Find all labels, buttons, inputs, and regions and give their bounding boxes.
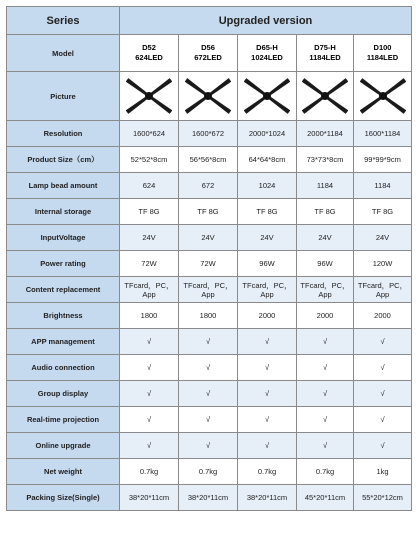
model-cell bbox=[179, 35, 238, 72]
spec-value: 2000 bbox=[297, 303, 354, 329]
spec-value: TFcard，PC，App bbox=[179, 277, 238, 303]
model-cell bbox=[354, 35, 412, 72]
model-name: D75-H bbox=[314, 43, 336, 52]
spec-row-label: Group display bbox=[7, 381, 120, 407]
spec-value: √ bbox=[354, 329, 412, 355]
upgraded-version-header: Upgraded version bbox=[120, 7, 412, 35]
spec-value: 0.7kg bbox=[238, 459, 297, 485]
spec-value: TF 8G bbox=[179, 199, 238, 225]
spec-value: √ bbox=[297, 355, 354, 381]
spec-value: 672 bbox=[179, 173, 238, 199]
model-leds: 1024LED bbox=[251, 53, 283, 62]
spec-value: 624 bbox=[120, 173, 179, 199]
spec-row bbox=[7, 251, 412, 277]
spec-value: 2000 bbox=[354, 303, 412, 329]
spec-row bbox=[7, 407, 412, 433]
spec-value: TF 8G bbox=[297, 199, 354, 225]
spec-row-label: Internal storage bbox=[7, 199, 120, 225]
spec-value: 2000*1024 bbox=[238, 121, 297, 147]
spec-table-container bbox=[6, 6, 411, 511]
spec-row-label: Power rating bbox=[7, 251, 120, 277]
spec-value: 56*56*8cm bbox=[179, 147, 238, 173]
spec-value: 96W bbox=[297, 251, 354, 277]
spec-value: 0.7kg bbox=[179, 459, 238, 485]
spec-value: 1184 bbox=[354, 173, 412, 199]
hologram-fan-icon bbox=[302, 76, 348, 116]
spec-row bbox=[7, 147, 412, 173]
spec-row-label: Net weight bbox=[7, 459, 120, 485]
hologram-fan-icon bbox=[126, 76, 172, 116]
fan-hub bbox=[145, 92, 153, 100]
spec-value: 24V bbox=[120, 225, 179, 251]
hologram-fan-icon bbox=[185, 76, 231, 116]
spec-value: 1024 bbox=[238, 173, 297, 199]
spec-value: 73*73*8cm bbox=[297, 147, 354, 173]
spec-value: √ bbox=[120, 433, 179, 459]
spec-value: √ bbox=[297, 433, 354, 459]
fan-hub bbox=[204, 92, 212, 100]
spec-value: √ bbox=[120, 355, 179, 381]
picture-label: Picture bbox=[7, 72, 120, 121]
spec-value: √ bbox=[179, 407, 238, 433]
spec-value: √ bbox=[354, 355, 412, 381]
hologram-fan-icon bbox=[360, 76, 406, 116]
spec-value: 0.7kg bbox=[297, 459, 354, 485]
spec-value: 0.7kg bbox=[120, 459, 179, 485]
spec-value: √ bbox=[238, 355, 297, 381]
spec-value: TFcard，PC，App bbox=[238, 277, 297, 303]
spec-value: 99*99*9cm bbox=[354, 147, 412, 173]
spec-row-label: Audio connection bbox=[7, 355, 120, 381]
spec-row-label: Brightness bbox=[7, 303, 120, 329]
spec-value: TF 8G bbox=[120, 199, 179, 225]
spec-row bbox=[7, 459, 412, 485]
spec-row-label: Content replacement bbox=[7, 277, 120, 303]
spec-value: √ bbox=[238, 381, 297, 407]
spec-row-label: Lamp bead amount bbox=[7, 173, 120, 199]
spec-row bbox=[7, 303, 412, 329]
model-leds: 672LED bbox=[194, 53, 222, 62]
spec-value: √ bbox=[354, 381, 412, 407]
spec-value: TFcard，PC，App bbox=[297, 277, 354, 303]
spec-value: √ bbox=[179, 329, 238, 355]
spec-row bbox=[7, 355, 412, 381]
spec-value: √ bbox=[297, 381, 354, 407]
spec-value: 24V bbox=[238, 225, 297, 251]
model-leds: 624LED bbox=[135, 53, 163, 62]
model-leds: 1184LED bbox=[309, 53, 341, 62]
spec-row-label: Real-time projection bbox=[7, 407, 120, 433]
spec-value: √ bbox=[120, 381, 179, 407]
product-picture bbox=[238, 72, 297, 121]
spec-value: 55*20*12cm bbox=[354, 485, 412, 511]
spec-value: 64*64*8cm bbox=[238, 147, 297, 173]
spec-row bbox=[7, 485, 412, 511]
series-header: Series bbox=[7, 7, 120, 35]
spec-value: √ bbox=[179, 355, 238, 381]
spec-row bbox=[7, 225, 412, 251]
product-picture bbox=[179, 72, 238, 121]
spec-row bbox=[7, 121, 412, 147]
model-name: D56 bbox=[201, 43, 215, 52]
spec-value: 38*20*11cm bbox=[120, 485, 179, 511]
spec-row-label: Resolution bbox=[7, 121, 120, 147]
spec-value: √ bbox=[179, 433, 238, 459]
hologram-fan-icon bbox=[244, 76, 290, 116]
spec-value: √ bbox=[120, 407, 179, 433]
spec-value: 1800 bbox=[179, 303, 238, 329]
spec-value: √ bbox=[238, 329, 297, 355]
spec-value: TFcard，PC，App bbox=[354, 277, 412, 303]
spec-value: 24V bbox=[354, 225, 412, 251]
spec-value: √ bbox=[179, 381, 238, 407]
product-picture bbox=[120, 72, 179, 121]
spec-value: 38*20*11cm bbox=[238, 485, 297, 511]
spec-row bbox=[7, 199, 412, 225]
fan-hub bbox=[321, 92, 329, 100]
spec-value: 1600*672 bbox=[179, 121, 238, 147]
spec-value: 2000*1184 bbox=[297, 121, 354, 147]
spec-value: 1kg bbox=[354, 459, 412, 485]
spec-value: √ bbox=[238, 407, 297, 433]
spec-row bbox=[7, 277, 412, 303]
spec-value: √ bbox=[120, 329, 179, 355]
spec-value: 1800 bbox=[120, 303, 179, 329]
model-name: D52 bbox=[142, 43, 156, 52]
model-name: D100 bbox=[373, 43, 392, 52]
model-cell bbox=[297, 35, 354, 72]
spec-row bbox=[7, 381, 412, 407]
spec-value: 38*20*11cm bbox=[179, 485, 238, 511]
fan-hub bbox=[263, 92, 271, 100]
model-label: Model bbox=[7, 35, 120, 72]
fan-hub bbox=[379, 92, 387, 100]
spec-value: 1600*624 bbox=[120, 121, 179, 147]
spec-row bbox=[7, 433, 412, 459]
spec-row-label: APP management bbox=[7, 329, 120, 355]
spec-value: 45*20*11cm bbox=[297, 485, 354, 511]
spec-value: √ bbox=[354, 433, 412, 459]
spec-row bbox=[7, 173, 412, 199]
spec-value: 96W bbox=[238, 251, 297, 277]
spec-value: 52*52*8cm bbox=[120, 147, 179, 173]
spec-value: 24V bbox=[179, 225, 238, 251]
spec-value: √ bbox=[238, 433, 297, 459]
spec-value: √ bbox=[297, 329, 354, 355]
spec-value: 1600*1184 bbox=[354, 121, 412, 147]
model-leds: 1184LED bbox=[366, 53, 399, 62]
spec-value: 72W bbox=[120, 251, 179, 277]
model-name: D65-H bbox=[256, 43, 278, 52]
model-cell bbox=[238, 35, 297, 72]
spec-value: √ bbox=[297, 407, 354, 433]
spec-value: TF 8G bbox=[238, 199, 297, 225]
spec-value: 24V bbox=[297, 225, 354, 251]
spec-value: 1184 bbox=[297, 173, 354, 199]
spec-row-label: Online upgrade bbox=[7, 433, 120, 459]
spec-row-label: InputVoltage bbox=[7, 225, 120, 251]
spec-row-label: Packing Size(Single) bbox=[7, 485, 120, 511]
spec-value: TF 8G bbox=[354, 199, 412, 225]
spec-row-label: Product Size（cm） bbox=[7, 147, 120, 173]
spec-value: 72W bbox=[179, 251, 238, 277]
spec-value: TFcard，PC，App bbox=[120, 277, 179, 303]
model-cell bbox=[120, 35, 179, 72]
spec-value: 2000 bbox=[238, 303, 297, 329]
spec-value: 120W bbox=[354, 251, 412, 277]
product-picture bbox=[354, 72, 412, 121]
spec-row bbox=[7, 329, 412, 355]
spec-value: √ bbox=[354, 407, 412, 433]
spec-table bbox=[6, 6, 412, 511]
product-picture bbox=[297, 72, 354, 121]
